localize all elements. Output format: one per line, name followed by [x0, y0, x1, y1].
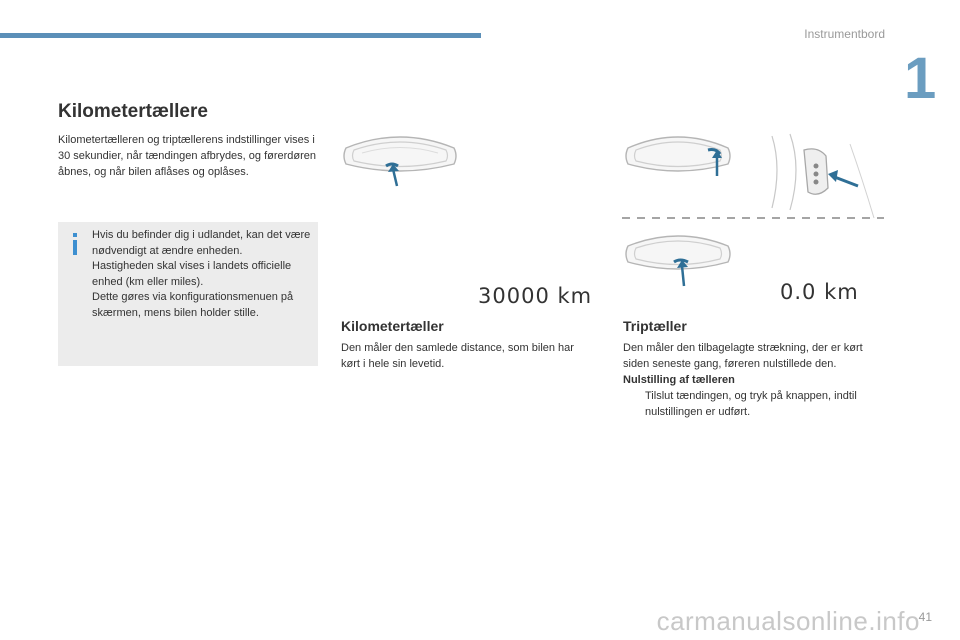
info-box — [58, 222, 318, 366]
reset-step — [623, 388, 885, 420]
odometer-heading: Kilometertæller — [341, 318, 444, 334]
chapter-number: 1 — [904, 46, 937, 111]
info-text — [92, 228, 314, 321]
bullet-icon — [623, 388, 645, 420]
info-icon — [68, 232, 82, 256]
reset-heading: Nulstilling af tælleren — [623, 374, 735, 386]
info-line: Hastigheden skal vises i landets officielle enhed (km eller miles). — [92, 260, 292, 288]
page-number: 41 — [918, 610, 932, 624]
odometer-readout: 30000 km — [478, 284, 593, 308]
odometer-text: Den måler den samlede distance, som bilen har kørt i hele sin levetid. — [341, 342, 574, 370]
intro-paragraph: Kilometertælleren og triptællerens indstillinger vises i 30 sekundier, når tændingen afbrydes, og førerdøren åbnes, og når bilen aflåses og oplåses. — [58, 134, 317, 178]
trip-readout: 0.0 km — [780, 280, 859, 304]
trip-text: Den måler den tilbagelagte strækning, der er kørt siden seneste gang, føreren nulstillede den. — [623, 342, 863, 370]
page-title: Kilometertællere — [58, 101, 208, 122]
watermark: carmanualsonline.info — [656, 606, 920, 636]
odometer-button-illustration — [340, 128, 460, 193]
info-line: Dette gøres via konfigurationsmenuen på skærmen, mens bilen holder stille. — [92, 291, 294, 319]
reset-step-text: Tilslut tændingen, og tryk på knappen, indtil nulstillingen er udført. — [645, 390, 857, 418]
trip-button-illustration — [622, 128, 884, 224]
header-accent-bar — [0, 33, 481, 38]
trip-heading: Triptæller — [623, 318, 687, 334]
trip-cluster-illustration — [622, 228, 734, 290]
trip-body — [623, 340, 885, 420]
info-line: Hvis du befinder dig i udlandet, kan det være nødvendigt at ændre enheden. — [92, 229, 311, 257]
chapter-title: Instrumentbord — [804, 27, 885, 41]
